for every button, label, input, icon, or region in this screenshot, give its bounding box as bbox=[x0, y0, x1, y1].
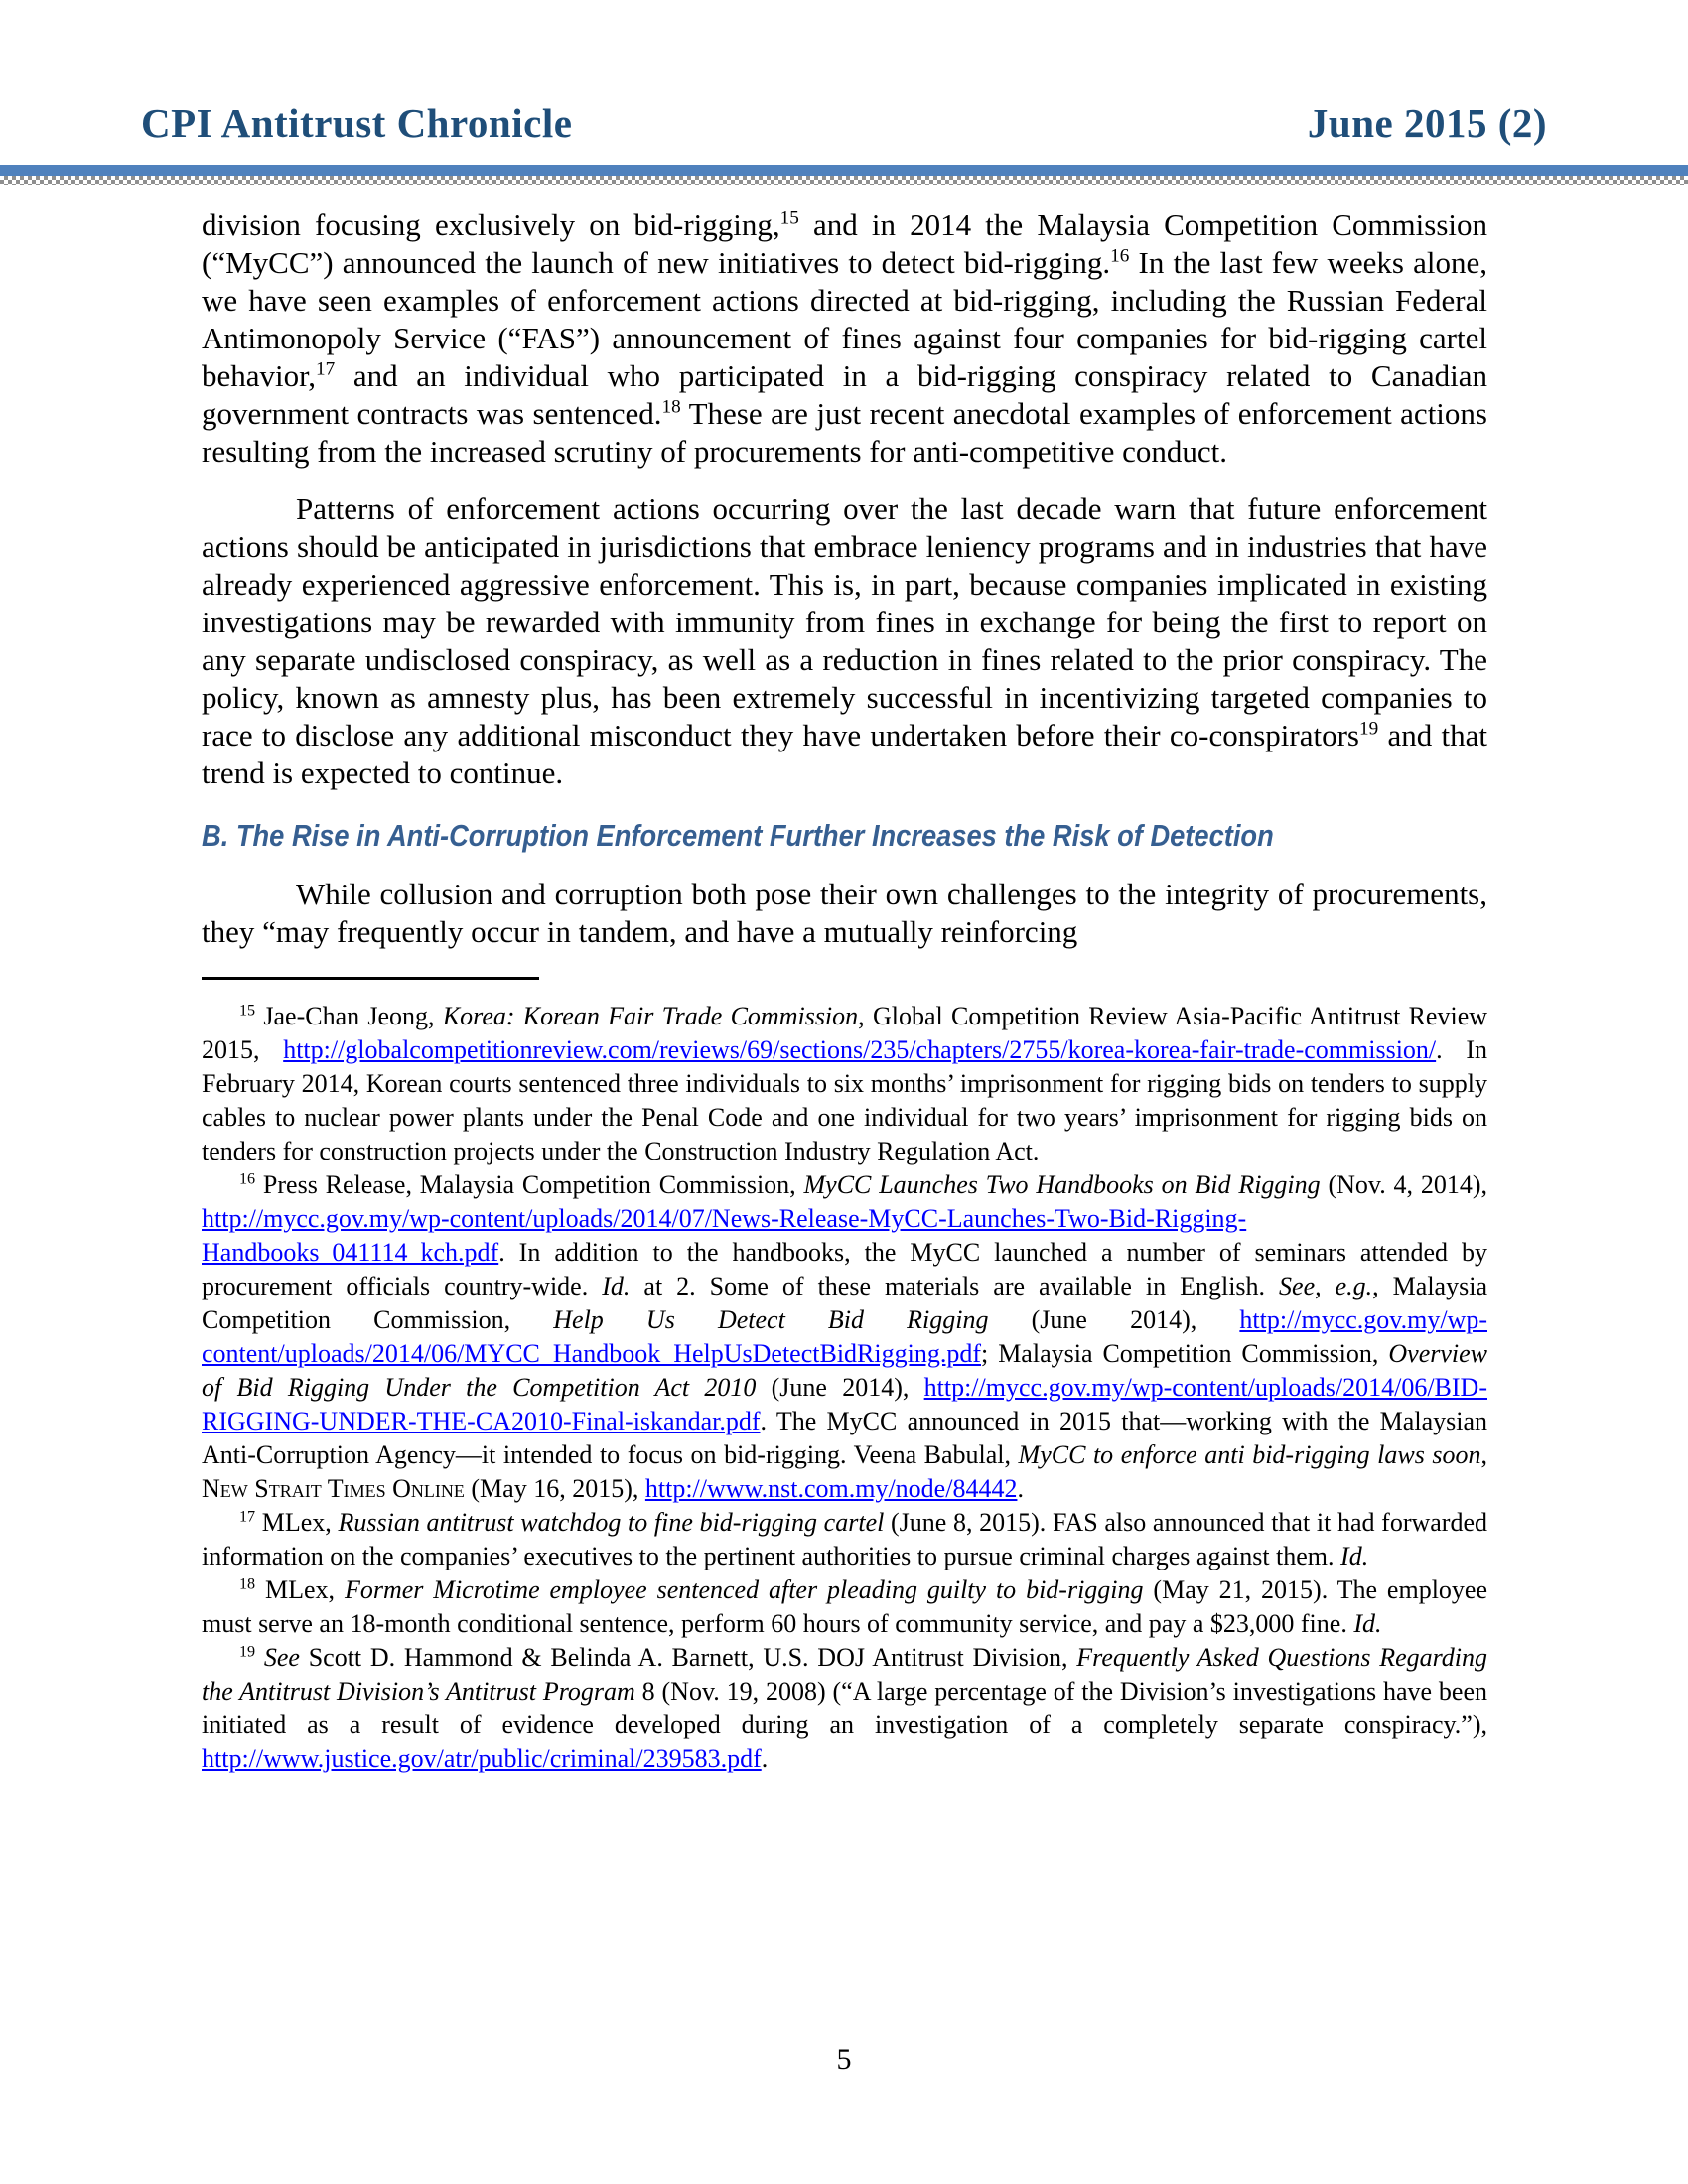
text-run: New Strait Times Online bbox=[202, 1474, 465, 1503]
text-run: Russian antitrust watchdog to fine bid-rigging cartel bbox=[338, 1508, 885, 1537]
header-rule-bar bbox=[0, 165, 1688, 176]
text-run: (June 2014), bbox=[988, 1305, 1240, 1334]
footnote-18 bbox=[202, 1573, 1487, 1641]
hyperlink[interactable]: http://globalcompetitionreview.com/reviews/69/sections/235/chapters/2755/korea-korea-fair-trade-commission/ bbox=[283, 1035, 1437, 1064]
text-run: Id. bbox=[602, 1272, 631, 1300]
text-run: (May 16, 2015), bbox=[464, 1474, 645, 1503]
footnote-16 bbox=[202, 1168, 1487, 1506]
text-run: . In February 2014, Korean courts sentenced three individuals to six months’ imprisonment for rigging bids on tenders to supply cables to nuclear power plants under the Penal Code and one individual for two years’ imprisonment for rigging bids on tenders for construction projects under the Construction Industry Regulation Act. bbox=[202, 1035, 1487, 1165]
footnote-reference: 17 bbox=[239, 1508, 256, 1526]
text-run: These are just recent anecdotal examples of enforcement actions resulting from the increased scrutiny of procurements for anti-competitive conduct. bbox=[202, 396, 1487, 469]
section-heading bbox=[202, 818, 1487, 854]
hyperlink[interactable]: http://mycc.gov.my/wp-content/uploads/2014/06/BID-RIGGING-UNDER-THE-CA2010-Final-iskandar.pdf bbox=[202, 1373, 1487, 1435]
text-run: Korea: Korean Fair Trade Commission bbox=[442, 1002, 859, 1030]
footnote-15 bbox=[202, 1000, 1487, 1168]
text-run: Id. bbox=[1340, 1542, 1369, 1570]
footnote-reference: 17 bbox=[315, 358, 336, 380]
text-run: MLex, bbox=[255, 1508, 339, 1537]
text-run: Patterns of enforcement actions occurring over the last decade warn that future enforcement actions should be anticipated in jurisdictions that embrace leniency programs and in industries that have already experienced aggressive enforcement. This is, in part, because companies implicated in existing investigations may be rewarded with immunity from fines in exchange for being the first to report on any separate undisclosed conspiracy, as well as a reduction in fines related to the prior conspiracy. The policy, known as amnesty plus, has been extremely successful in incentivizing targeted companies to race to disclose any additional misconduct they have undertaken before their co-conspirators bbox=[202, 491, 1487, 752]
text-run: , Global Competition Review Asia-Pacific Antitrust Review 2015, bbox=[202, 1002, 1488, 1064]
text-run: Overview of Bid Rigging Under the Competition Act 2010 bbox=[202, 1339, 1487, 1402]
section-heading-text: B. The Rise in Anti-Corruption Enforcement Further Increases the Risk of Detection bbox=[202, 818, 1274, 853]
hyperlink[interactable]: http://mycc.gov.my/wp-content/uploads/2014/07/News-Release-MyCC-Launches-Two-Bid-Rigging-Handbooks_041114_kch.pdf bbox=[202, 1204, 1247, 1267]
footnote-reference: 16 bbox=[239, 1170, 256, 1188]
footnote-reference: 16 bbox=[1110, 245, 1130, 267]
footnote-reference: 18 bbox=[661, 396, 681, 418]
hyperlink[interactable]: http://www.nst.com.my/node/84442 bbox=[644, 1474, 1018, 1503]
text-run: In the last few weeks alone, we have seen examples of enforcement actions directed at bid-rigging, including the Russian Federal Antimonopoly Service (“FAS”) announcement of fines against four companies for bid-rigging cartel behavior, bbox=[202, 245, 1487, 393]
text-run: ; Malaysia Competition Commission, bbox=[981, 1339, 1389, 1368]
text-run: division focusing exclusively on bid-rigging, bbox=[202, 207, 780, 242]
footnote-reference: 19 bbox=[1358, 718, 1379, 740]
text-run: and that trend is expected to continue. bbox=[202, 718, 1487, 790]
text-run: , Malaysia Competition Commission, bbox=[202, 1272, 1487, 1334]
text-run: Frequently Asked Questions Regarding the Antitrust Division’s Antitrust Program bbox=[202, 1643, 1488, 1706]
page-header bbox=[141, 0, 1547, 147]
hyperlink[interactable]: http://mycc.gov.my/wp-content/uploads/2014/06/MYCC_Handbook_HelpUsDetectBidRigging.pdf bbox=[202, 1305, 1487, 1368]
hyperlink[interactable]: http://www.justice.gov/atr/public/criminal/239583.pdf bbox=[202, 1744, 762, 1773]
journal-title: CPI Antitrust Chronicle bbox=[141, 100, 573, 146]
text-run: Help Us Detect Bid Rigging bbox=[553, 1305, 989, 1334]
text-run: (June 8, 2015). FAS also announced that it had forwarded information on the companies’ executives to the pertinent authorities to pursue criminal charges against them. bbox=[202, 1508, 1487, 1570]
text-run: See bbox=[263, 1643, 300, 1672]
text-run: . bbox=[761, 1744, 769, 1773]
text-run: 8 (Nov. 19, 2008) (“A large percentage of the Division’s investigations have been initiated as a result of evidence developed during an investigation of a completely separate conspiracy.”), bbox=[202, 1677, 1487, 1739]
body-paragraph bbox=[202, 206, 1487, 471]
text-run: . The MyCC announced in 2015 that—working with the Malaysian Anti-Corruption Agency—it intended to focus on bid-rigging. Veena Babulal, bbox=[202, 1407, 1487, 1469]
text-run: , bbox=[1480, 1440, 1487, 1469]
body-content bbox=[202, 206, 1487, 1776]
text-run: Scott D. Hammond & Belinda A. Barnett, U.S. DOJ Antitrust Division, bbox=[299, 1643, 1077, 1672]
text-run: MyCC Launches Two Handbooks on Bid Rigging bbox=[803, 1170, 1321, 1199]
text-run: While collusion and corruption both pose their own challenges to the integrity of procurements, they “may frequently occur in tandem, and have a mutually reinforcing bbox=[202, 877, 1487, 949]
text-run: (May 21, 2015). The employee must serve an 18-month conditional sentence, perform 60 hours of community service, and pay a $23,000 fine. bbox=[202, 1575, 1487, 1638]
footnotes-block bbox=[202, 1000, 1487, 1776]
text-run: at 2. Some of these materials are available in English. bbox=[630, 1272, 1280, 1300]
footnote-reference: 15 bbox=[239, 1002, 256, 1020]
text-run: . In addition to the handbooks, the MyCC launched a number of seminars attended by procurement officials country-wide. bbox=[202, 1238, 1487, 1300]
body-paragraph bbox=[202, 490, 1487, 792]
text-run: MLex, bbox=[255, 1575, 345, 1604]
footnote-reference: 18 bbox=[239, 1575, 256, 1593]
text-run: Id. bbox=[1353, 1609, 1382, 1638]
footnote-reference: 19 bbox=[239, 1643, 256, 1661]
header-pattern-strip bbox=[0, 176, 1688, 185]
footnote-reference: 15 bbox=[779, 207, 799, 229]
footnote-19 bbox=[202, 1641, 1487, 1776]
text-run: . bbox=[1017, 1474, 1024, 1503]
text-run: (Nov. 4, 2014), bbox=[1320, 1170, 1487, 1199]
footnote-separator bbox=[202, 977, 539, 980]
issue-label: June 2015 (2) bbox=[1307, 100, 1547, 146]
text-run: MyCC to enforce anti bid-rigging laws soon bbox=[1018, 1440, 1481, 1469]
text-run: (June 2014), bbox=[756, 1373, 924, 1402]
page-number: 5 bbox=[836, 2043, 852, 2076]
footnote-17 bbox=[202, 1506, 1487, 1573]
text-run: Former Microtime employee sentenced after pleading guilty to bid-rigging bbox=[344, 1575, 1144, 1604]
text-run: and in 2014 the Malaysia Competition Commission (“MyCC”) announced the launch of new initiatives to detect bid-rigging. bbox=[202, 207, 1487, 280]
text-run: Press Release, Malaysia Competition Commission, bbox=[255, 1170, 804, 1199]
text-run: and an individual who participated in a bid-rigging conspiracy related to Canadian government contracts was sentenced. bbox=[202, 358, 1487, 431]
text-run: See, e.g. bbox=[1279, 1272, 1373, 1300]
text-run bbox=[255, 1643, 264, 1672]
text-run: Jae-Chan Jeong, bbox=[255, 1002, 443, 1030]
body-paragraph bbox=[202, 876, 1487, 951]
